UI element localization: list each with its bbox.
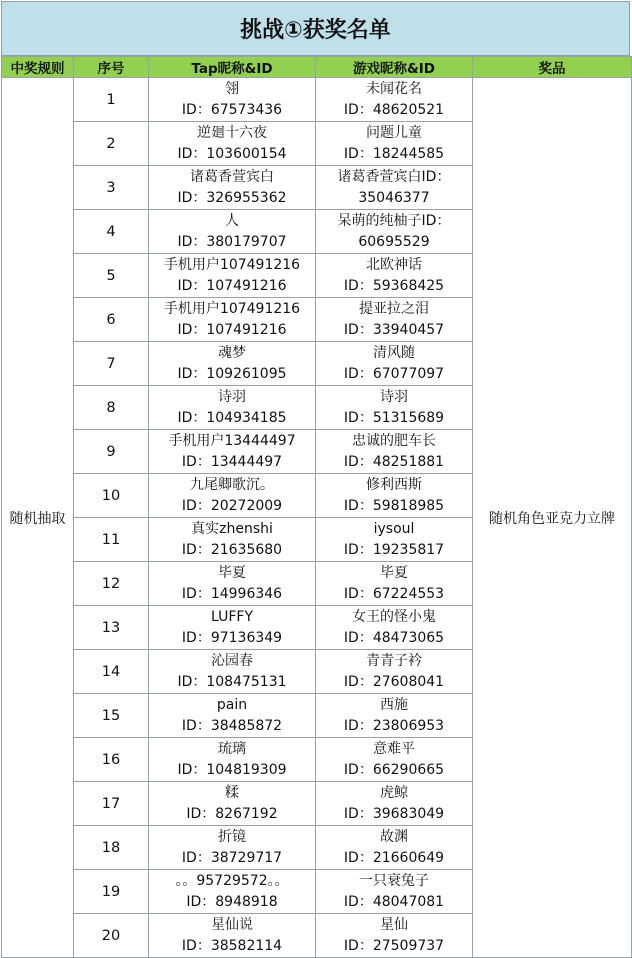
game-nickname: 故渊 [380, 828, 408, 845]
tap-cell [149, 166, 316, 210]
sheet-title: 挑战①获奖名单 [1, 1, 630, 56]
tap-nickname: 手机用户13444497 [168, 432, 296, 449]
tap-cell [149, 694, 316, 738]
tap-cell [149, 738, 316, 782]
index-cell: 19 [74, 870, 149, 914]
game-nickname: 忠诚的肥车长 [352, 432, 436, 449]
game-nickname: 毕夏 [380, 564, 408, 581]
tap-id: ID：21635680 [181, 541, 283, 558]
tap-nickname: 魂梦 [218, 344, 246, 361]
game-nickname: 呆萌的纯柚子ID： [337, 212, 451, 229]
index-cell: 10 [74, 474, 149, 518]
tap-cell [149, 650, 316, 694]
index-cell: 13 [74, 606, 149, 650]
game-cell [316, 694, 473, 738]
tap-cell [149, 210, 316, 254]
tap-nickname: LUFFY [210, 608, 253, 625]
tap-id: ID：104819309 [177, 761, 287, 778]
game-id: ID：33940457 [343, 321, 445, 338]
header-rule: 中奖规则 [2, 57, 74, 78]
game-cell [316, 606, 473, 650]
tap-nickname: 毕夏 [218, 564, 246, 581]
tap-nickname: 翎 [225, 80, 239, 97]
tap-cell [149, 298, 316, 342]
game-cell [316, 210, 473, 254]
game-nickname: 修利西斯 [366, 476, 422, 493]
game-id: ID：27509737 [343, 937, 445, 954]
game-id: ID：48473065 [343, 629, 445, 646]
tap-id: ID：8948918 [186, 893, 278, 910]
winner-rows [2, 78, 632, 958]
game-id: ID：48251881 [343, 453, 445, 470]
tap-cell [149, 342, 316, 386]
game-nickname: 未闻花名 [366, 80, 422, 97]
game-cell [316, 254, 473, 298]
index-cell: 16 [74, 738, 149, 782]
header-game: 游戏昵称&ID [316, 57, 473, 78]
index-cell: 12 [74, 562, 149, 606]
game-nickname: 提亚拉之泪 [359, 300, 429, 317]
tap-id: ID：8267192 [186, 805, 278, 822]
index-cell: 15 [74, 694, 149, 738]
game-nickname: 清风随 [373, 344, 415, 361]
tap-nickname: 九尾卿歌沉。 [190, 476, 274, 493]
game-nickname: 一只衰兔子 [359, 872, 429, 889]
game-nickname: 意难平 [373, 740, 415, 757]
game-nickname: iysoul [373, 520, 415, 537]
index-cell: 2 [74, 122, 149, 166]
index-cell: 1 [74, 78, 149, 122]
tap-cell [149, 914, 316, 958]
tap-nickname: 诸葛香萱宾白 [190, 168, 274, 185]
game-cell [316, 914, 473, 958]
header-row [2, 57, 632, 78]
index-cell: 14 [74, 650, 149, 694]
game-id: ID：27608041 [343, 673, 445, 690]
game-id: ID：48047081 [343, 893, 445, 910]
game-cell [316, 386, 473, 430]
tap-id: ID：107491216 [177, 321, 287, 338]
tap-id: ID：109261095 [177, 365, 287, 382]
tap-cell [149, 826, 316, 870]
game-id: ID：59818985 [343, 497, 445, 514]
tap-nickname: 手机用户107491216 [163, 256, 301, 273]
index-cell: 5 [74, 254, 149, 298]
tap-id: ID：104934185 [177, 409, 287, 426]
game-id: ID：23806953 [343, 717, 445, 734]
tap-nickname: 人 [225, 212, 239, 229]
game-nickname: 西施 [380, 696, 408, 713]
tap-nickname: 折镜 [218, 828, 246, 845]
game-id: ID：18244585 [343, 145, 445, 162]
tap-cell [149, 606, 316, 650]
game-nickname: 女王的怪小鬼 [352, 608, 436, 625]
tap-nickname: pain [216, 696, 248, 713]
game-id: ID：51315689 [343, 409, 445, 426]
game-id: ID：66290665 [343, 761, 445, 778]
game-cell [316, 562, 473, 606]
index-cell: 6 [74, 298, 149, 342]
game-id: ID：67224553 [343, 585, 445, 602]
game-cell [316, 650, 473, 694]
game-id: 60695529 [358, 233, 430, 250]
tap-id: ID：108475131 [177, 673, 287, 690]
tap-cell [149, 870, 316, 914]
tap-cell [149, 430, 316, 474]
tap-nickname: 星仙说 [211, 916, 253, 933]
tap-cell [149, 518, 316, 562]
game-nickname: 诗羽 [380, 388, 408, 405]
index-cell: 9 [74, 430, 149, 474]
game-cell [316, 166, 473, 210]
tap-id: ID：38485872 [181, 717, 283, 734]
index-cell: 20 [74, 914, 149, 958]
game-cell [316, 342, 473, 386]
tap-id: ID：97136349 [181, 629, 283, 646]
game-id: ID：39683049 [343, 805, 445, 822]
index-cell: 11 [74, 518, 149, 562]
tap-id: ID：13444497 [181, 453, 283, 470]
tap-nickname: 琉璃 [218, 740, 246, 757]
index-cell: 18 [74, 826, 149, 870]
game-nickname: 北欧神话 [366, 256, 422, 273]
game-cell [316, 474, 473, 518]
game-cell [316, 870, 473, 914]
header-index: 序号 [74, 57, 149, 78]
tap-nickname: 。。95729572。。 [175, 872, 289, 889]
header-tap: Tap昵称&ID [149, 57, 316, 78]
game-nickname: 问题儿童 [366, 124, 422, 141]
game-id: ID：48620521 [343, 101, 445, 118]
tap-id: ID：380179707 [177, 233, 287, 250]
tap-cell [149, 254, 316, 298]
game-id: ID：19235817 [343, 541, 445, 558]
game-nickname: 青青子衿 [366, 652, 422, 669]
tap-nickname: 诗羽 [218, 388, 246, 405]
tap-cell [149, 386, 316, 430]
tap-id: ID：14996346 [181, 585, 283, 602]
tap-id: ID：326955362 [177, 189, 287, 206]
game-cell [316, 518, 473, 562]
index-cell: 3 [74, 166, 149, 210]
tap-nickname: 糅 [225, 784, 239, 801]
game-id: ID：67077097 [343, 365, 445, 382]
winner-table [1, 56, 632, 958]
game-nickname: 虎鲸 [380, 784, 408, 801]
tap-id: ID：20272009 [181, 497, 283, 514]
tap-id: ID：107491216 [177, 277, 287, 294]
tap-id: ID：67573436 [181, 101, 283, 118]
tap-cell [149, 782, 316, 826]
index-cell: 4 [74, 210, 149, 254]
tap-cell [149, 78, 316, 122]
tap-id: ID：103600154 [177, 145, 287, 162]
game-cell [316, 826, 473, 870]
tap-id: ID：38582114 [181, 937, 283, 954]
tap-nickname: 沁园春 [211, 652, 253, 669]
index-cell: 7 [74, 342, 149, 386]
index-cell: 8 [74, 386, 149, 430]
game-cell [316, 430, 473, 474]
game-id: ID：59368425 [343, 277, 445, 294]
tap-nickname: 手机用户107491216 [163, 300, 301, 317]
tap-nickname: 逆廻十六夜 [197, 124, 267, 141]
game-cell [316, 782, 473, 826]
tap-cell [149, 562, 316, 606]
index-cell: 17 [74, 782, 149, 826]
tap-cell [149, 122, 316, 166]
game-cell [316, 78, 473, 122]
prize-cell: 随机角色亚克力立牌 [473, 78, 632, 958]
game-nickname: 星仙 [380, 916, 408, 933]
game-cell [316, 298, 473, 342]
tap-id: ID：38729717 [181, 849, 283, 866]
table-row [2, 78, 632, 122]
game-cell [316, 738, 473, 782]
rule-cell: 随机抽取 [2, 78, 74, 958]
tap-nickname: 真实zhenshi [191, 520, 273, 537]
game-nickname: 诸葛香萱宾白ID： [337, 168, 451, 185]
header-prize: 奖品 [473, 57, 632, 78]
game-id: 35046377 [358, 189, 430, 206]
game-id: ID：21660649 [343, 849, 445, 866]
game-cell [316, 122, 473, 166]
tap-cell [149, 474, 316, 518]
